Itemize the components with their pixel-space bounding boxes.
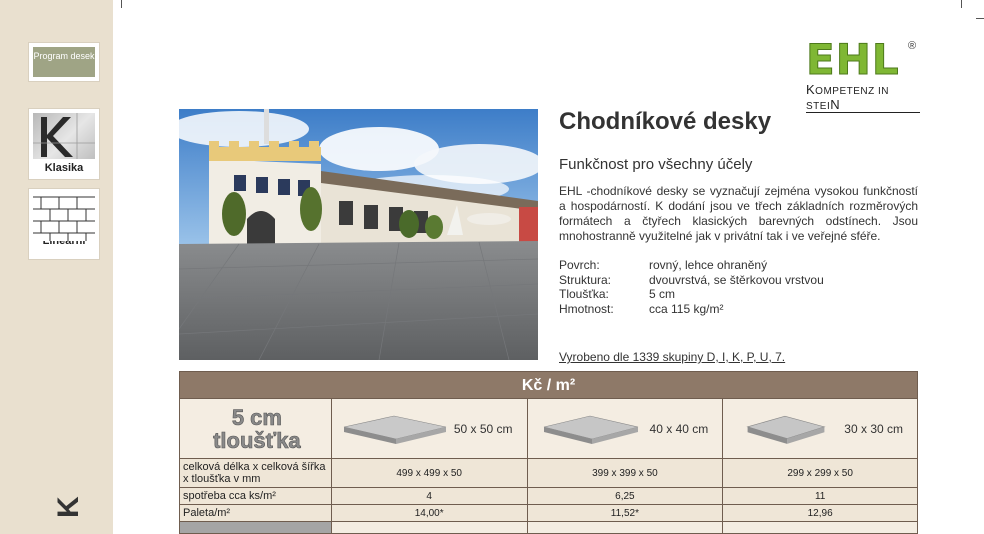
thickness-cell	[180, 399, 332, 459]
price-table-header: Kč / m²	[179, 371, 918, 399]
product-size: 50 x 50 cm	[453, 421, 513, 436]
program-desek-label: Program desek	[33, 47, 95, 77]
spec-value: dvouvrstvá, se štěrkovou vrstvou	[649, 272, 824, 287]
table-cell	[723, 522, 918, 534]
spec-key: Hmotnost:	[559, 301, 614, 316]
spec-key: Povrch:	[559, 258, 600, 272]
row-value: 4	[332, 488, 528, 505]
slab-40-icon	[538, 413, 644, 445]
table-cell	[332, 522, 528, 534]
page-subtitle: Funkčnost pro všechny účely	[559, 156, 753, 173]
logo-registered-mark: ®	[908, 40, 917, 52]
slab-30-icon	[733, 413, 839, 445]
row-value: 11,52*	[528, 505, 724, 522]
product-size: 40 x 40 cm	[649, 421, 709, 436]
production-standard-link[interactable]: Vyrobeno dle 1339 skupiny D, I, K, P, U, 7.	[559, 350, 786, 364]
product-size: 30 x 30 cm	[844, 421, 903, 436]
page-title: Chodníkové desky	[559, 108, 772, 135]
row-value: 299 x 299 x 50	[723, 459, 918, 488]
row-value: 11	[723, 488, 918, 505]
product-photo	[179, 109, 538, 360]
table-row	[179, 459, 918, 488]
program-desek-button[interactable]	[28, 42, 100, 82]
row-label: celková délka x celková šířka x tloušťka v mm	[180, 459, 332, 488]
price-table	[179, 371, 918, 534]
spec-list	[559, 258, 824, 316]
table-row	[179, 522, 918, 534]
linearni-button[interactable]	[28, 188, 100, 260]
crop-mark	[121, 0, 122, 8]
spec-value: rovný, lehce ohraněný	[649, 258, 768, 272]
table-cell	[528, 522, 724, 534]
thickness-label: tloušťka	[213, 427, 301, 453]
spec-row	[559, 258, 824, 273]
product-cell-30	[723, 399, 918, 459]
row-value: 399 x 399 x 50	[528, 459, 724, 488]
spec-value: cca 115 kg/m²	[649, 301, 724, 316]
spec-value: 5 cm	[649, 287, 676, 301]
row-value: 14,00*	[332, 505, 528, 522]
crop-mark	[961, 0, 962, 8]
product-cell-50	[332, 399, 528, 459]
klasika-button[interactable]	[28, 108, 100, 180]
klasika-icon	[33, 113, 95, 159]
logo-letters: EHL	[806, 35, 900, 84]
crop-mark	[976, 18, 984, 19]
table-row	[179, 488, 918, 505]
spec-row	[559, 287, 824, 302]
table-row	[179, 505, 918, 522]
klasika-label: Klasika	[44, 162, 84, 174]
logo-tagline: KOMPETENZ IN STEIN	[806, 82, 920, 113]
row-value: 6,25	[528, 488, 724, 505]
spec-row	[559, 273, 824, 288]
ehl-logo	[806, 35, 920, 112]
row-label: spotřeba cca ks/m²	[180, 488, 332, 505]
product-cell-40	[528, 399, 724, 459]
row-label: Paleta/m²	[180, 505, 332, 522]
slab-50-icon	[342, 413, 448, 445]
linear-pattern-icon	[33, 193, 95, 241]
thickness-value: 5 cm	[231, 404, 282, 430]
sidebar-section-letter: K	[52, 496, 85, 518]
table-row	[179, 399, 918, 459]
sidebar	[0, 0, 113, 534]
spec-row	[559, 302, 824, 317]
spec-key: Tloušťka:	[559, 287, 609, 301]
stone-texture-cell	[180, 522, 332, 534]
row-value: 12,96	[723, 505, 918, 522]
product-description: EHL -chodníkové desky se vyznačují zejména vysokou funkčností a hospodárností. K dodání jsou ve třech základních rozměrových formátech a čtyřech klasických barevných odstínech. Jsou mnohostranně využitelné jak v privátní tak i ve veřejné sféře.	[559, 184, 918, 243]
row-value: 499 x 499 x 50	[332, 459, 528, 488]
spec-key: Struktura:	[559, 272, 612, 287]
